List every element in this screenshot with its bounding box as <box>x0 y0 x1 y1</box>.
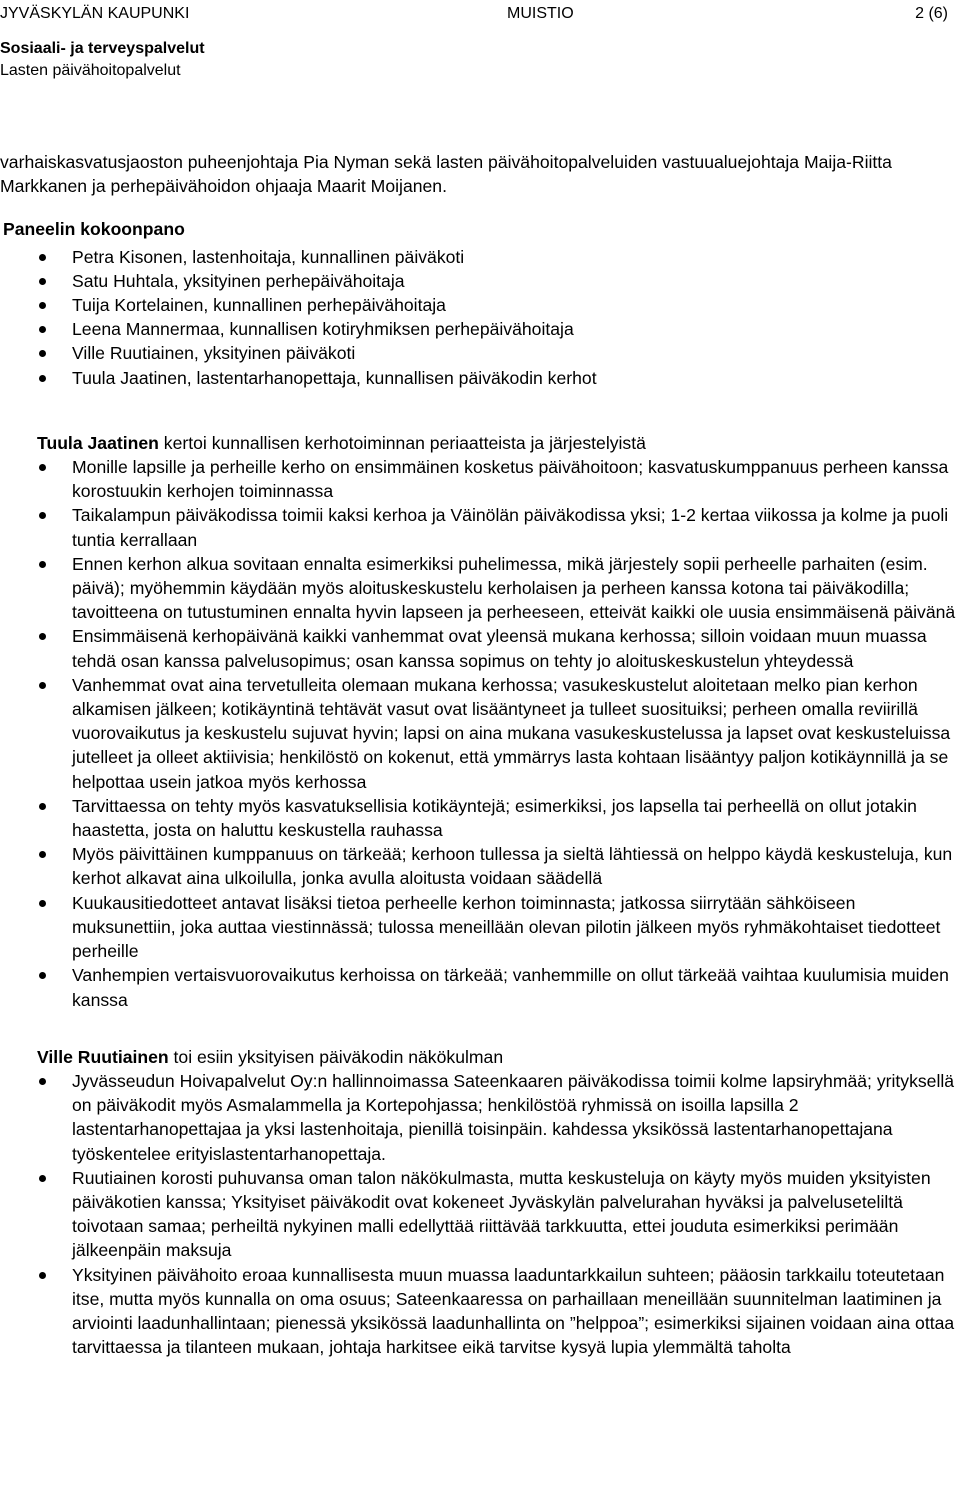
speaker-name: Tuula Jaatinen <box>37 432 159 453</box>
jaatinen-lead <box>37 431 960 455</box>
list-item: Petra Kisonen, lastenhoitaja, kunnallinen päiväkoti <box>0 245 958 269</box>
list-item: Leena Mannermaa, kunnallisen kotiryhmiksen perhepäivähoitaja <box>0 317 958 341</box>
list-item: Tuija Kortelainen, kunnallinen perhepäivähoitaja <box>0 293 958 317</box>
list-item: Taikalampun päiväkodissa toimii kaksi kerhoa ja Väinölän päiväkodissa yksi; 1-2 kertaa viikossa ja kolme ja puoli tuntia kerrallaan <box>0 503 958 551</box>
document-type: MUISTIO <box>507 5 574 22</box>
ruutiainen-lead <box>37 1045 960 1069</box>
speaker-name: Ville Ruutiainen <box>37 1046 169 1067</box>
department-name: Sosiaali- ja terveyspalvelut <box>0 40 205 57</box>
list-item: Kuukausitiedotteet antavat lisäksi tietoa perheelle kerhon toiminnasta; jatkossa siirrytään sähköiseen muksunettiin, joka auttaa viestinnässä; tulossa meneillään olevan pilotin jälkeen myös ryhmäkohtaiset tiedotteet perheille <box>0 891 958 964</box>
list-item: Ville Ruutiainen, yksityinen päiväkoti <box>0 341 958 365</box>
list-item: Ensimmäisenä kerhopäivänä kaikki vanhemmat ovat yleensä mukana kerhossa; silloin voidaan muun muassa tehdä osan kanssa palvelusopimus; osan kanssa sopimus on tehty jo aloituskeskustelun yhteydessä <box>0 624 958 672</box>
list-item: Vanhemmat ovat aina tervetulleita olemaan mukana kerhossa; vasukeskustelut aloitetaan melko pian kerhon alkamisen jälkeen; kotikäyntinä tehtävät vasut ovat lisääntyneet ja tulleet suosituiksi; perheen omalla reviirillä vuorovaikutus ja keskustelu sujuvat hyvin; lapsi on aina mukana vasukeskustelussa ja lapset ovat keskusteluissa jutelleet ja olleet aktiivisia; henkilöstö on kokenut, että ymmärrys lasta kohtaan lisääntyy paljon kotikäynnillä ja se helpottaa usein jatkoa myös kerhossa <box>0 673 958 794</box>
page-number: 2 (6) <box>915 5 948 22</box>
list-item: Monille lapsille ja perheille kerho on ensimmäinen kosketus päivähoitoon; kasvatuskumppanuus perheen kanssa korostuukin kerhojen toiminnassa <box>0 455 958 503</box>
list-item: Ruutiainen korosti puhuvansa oman talon näkökulmasta, mutta keskusteluja on käyty myös muiden yksityisten päiväkotien kanssa; Yksityiset päiväkodit ovat kokeneet Jyväskylän palvelurahan hyväksi ja palveluseteliltä toivotaan samaa; perheiltä nykyinen malli edellyttää riittävää tarkkuutta, ettei jouduta esimerkiksi perimään jälkeenpäin maksuja <box>0 1166 958 1263</box>
list-item: Ennen kerhon alkua sovitaan ennalta esimerkiksi puhelimessa, mikä järjestely sopii perheelle parhaiten (esim. päivä); myöhemmin käydään myös aloituskeskustelu kerholaisen ja perheen kanssa kotona tai päiväkodilla; tavoitteena on tutustuminen ennalta hyvin lapseen ja perheeseen, etteivät kaikki ole uusia ensimmäisenä päivänä <box>0 552 958 625</box>
list-item: Tarvittaessa on tehty myös kasvatuksellisia kotikäyntejä; esimerkiksi, jos lapsella tai perheellä on ollut jotakin haastetta, josta on haluttu keskustella rauhassa <box>0 794 958 842</box>
list-item: Yksityinen päivähoito eroaa kunnallisesta muun muassa laaduntarkkailun suhteen; pääosin tarkkailu toteutetaan itse, mutta myös kunnalla on oma osuus; Sateenkaaressa on parhaillaan meneillään suunnitelman laatiminen ja arviointi laadunhallintaan; pienessä yksikössä laadunhallinta on ”helppoa”; esimerkiksi sijainen voidaan aina ottaa tarvittaessa ja tilanteen mukaan, johtaja harkitsee eikä tarvitse kysyä lupia ylemmältä taholta <box>0 1263 958 1360</box>
list-item: Myös päivittäinen kumppanuus on tärkeää; kerhoon tullessa ja sieltä lähtiessä on helppo käydä keskusteluja, kun kerhot alkavat aina ulkoilulla, jonka avulla aloitusta voidaan säädellä <box>0 842 958 890</box>
panel-member-list <box>0 245 960 390</box>
document-header <box>0 0 960 79</box>
ruutiainen-points <box>0 1069 960 1359</box>
header-row <box>0 0 960 24</box>
document-body <box>0 150 960 1359</box>
list-item: Tuula Jaatinen, lastentarhanopettaja, kunnallisen päiväkodin kerhot <box>0 366 958 390</box>
jaatinen-points <box>0 455 960 1012</box>
list-item: Satu Huhtala, yksityinen perhepäivähoitaja <box>0 269 958 293</box>
list-item: Vanhempien vertaisvuorovaikutus kerhoissa on tärkeää; vanhemmille on ollut tärkeää vaihtaa kuulumisia muiden kanssa <box>0 963 958 1011</box>
lead-text: toi esiin yksityisen päiväkodin näkökulman <box>168 1046 504 1067</box>
lead-text: kertoi kunnallisen kerhotoiminnan periaatteista ja järjestelyistä <box>158 432 646 453</box>
panel-heading: Paneelin kokoonpano <box>3 219 185 240</box>
intro-paragraph: varhaiskasvatusjaoston puheenjohtaja Pia Nyman sekä lasten päivähoitopalveluiden vastuualuejohtaja Maija-Riitta Markkanen ja perhepäivähoidon ohjaaja Maarit Moijanen. <box>0 152 892 197</box>
organization-name: JYVÄSKYLÄN KAUPUNKI <box>0 5 190 22</box>
unit-name: Lasten päivähoitopalvelut <box>0 62 181 79</box>
list-item: Jyvässeudun Hoivapalvelut Oy:n hallinnoimassa Sateenkaaren päiväkodissa toimii kolme lapsiryhmää; yrityksellä on päiväkodit myös Asmalammella ja Kortepohjassa; henkilöstöä ryhmissä on isoilla lapsilla 2 lastentarhanopettajaa ja yksi lastenhoitaja, pienillä toisinpäin. kahdessa yksikössä lastentarhanopettajana työskentelee erityislastentarhanopettaja. <box>0 1069 958 1166</box>
